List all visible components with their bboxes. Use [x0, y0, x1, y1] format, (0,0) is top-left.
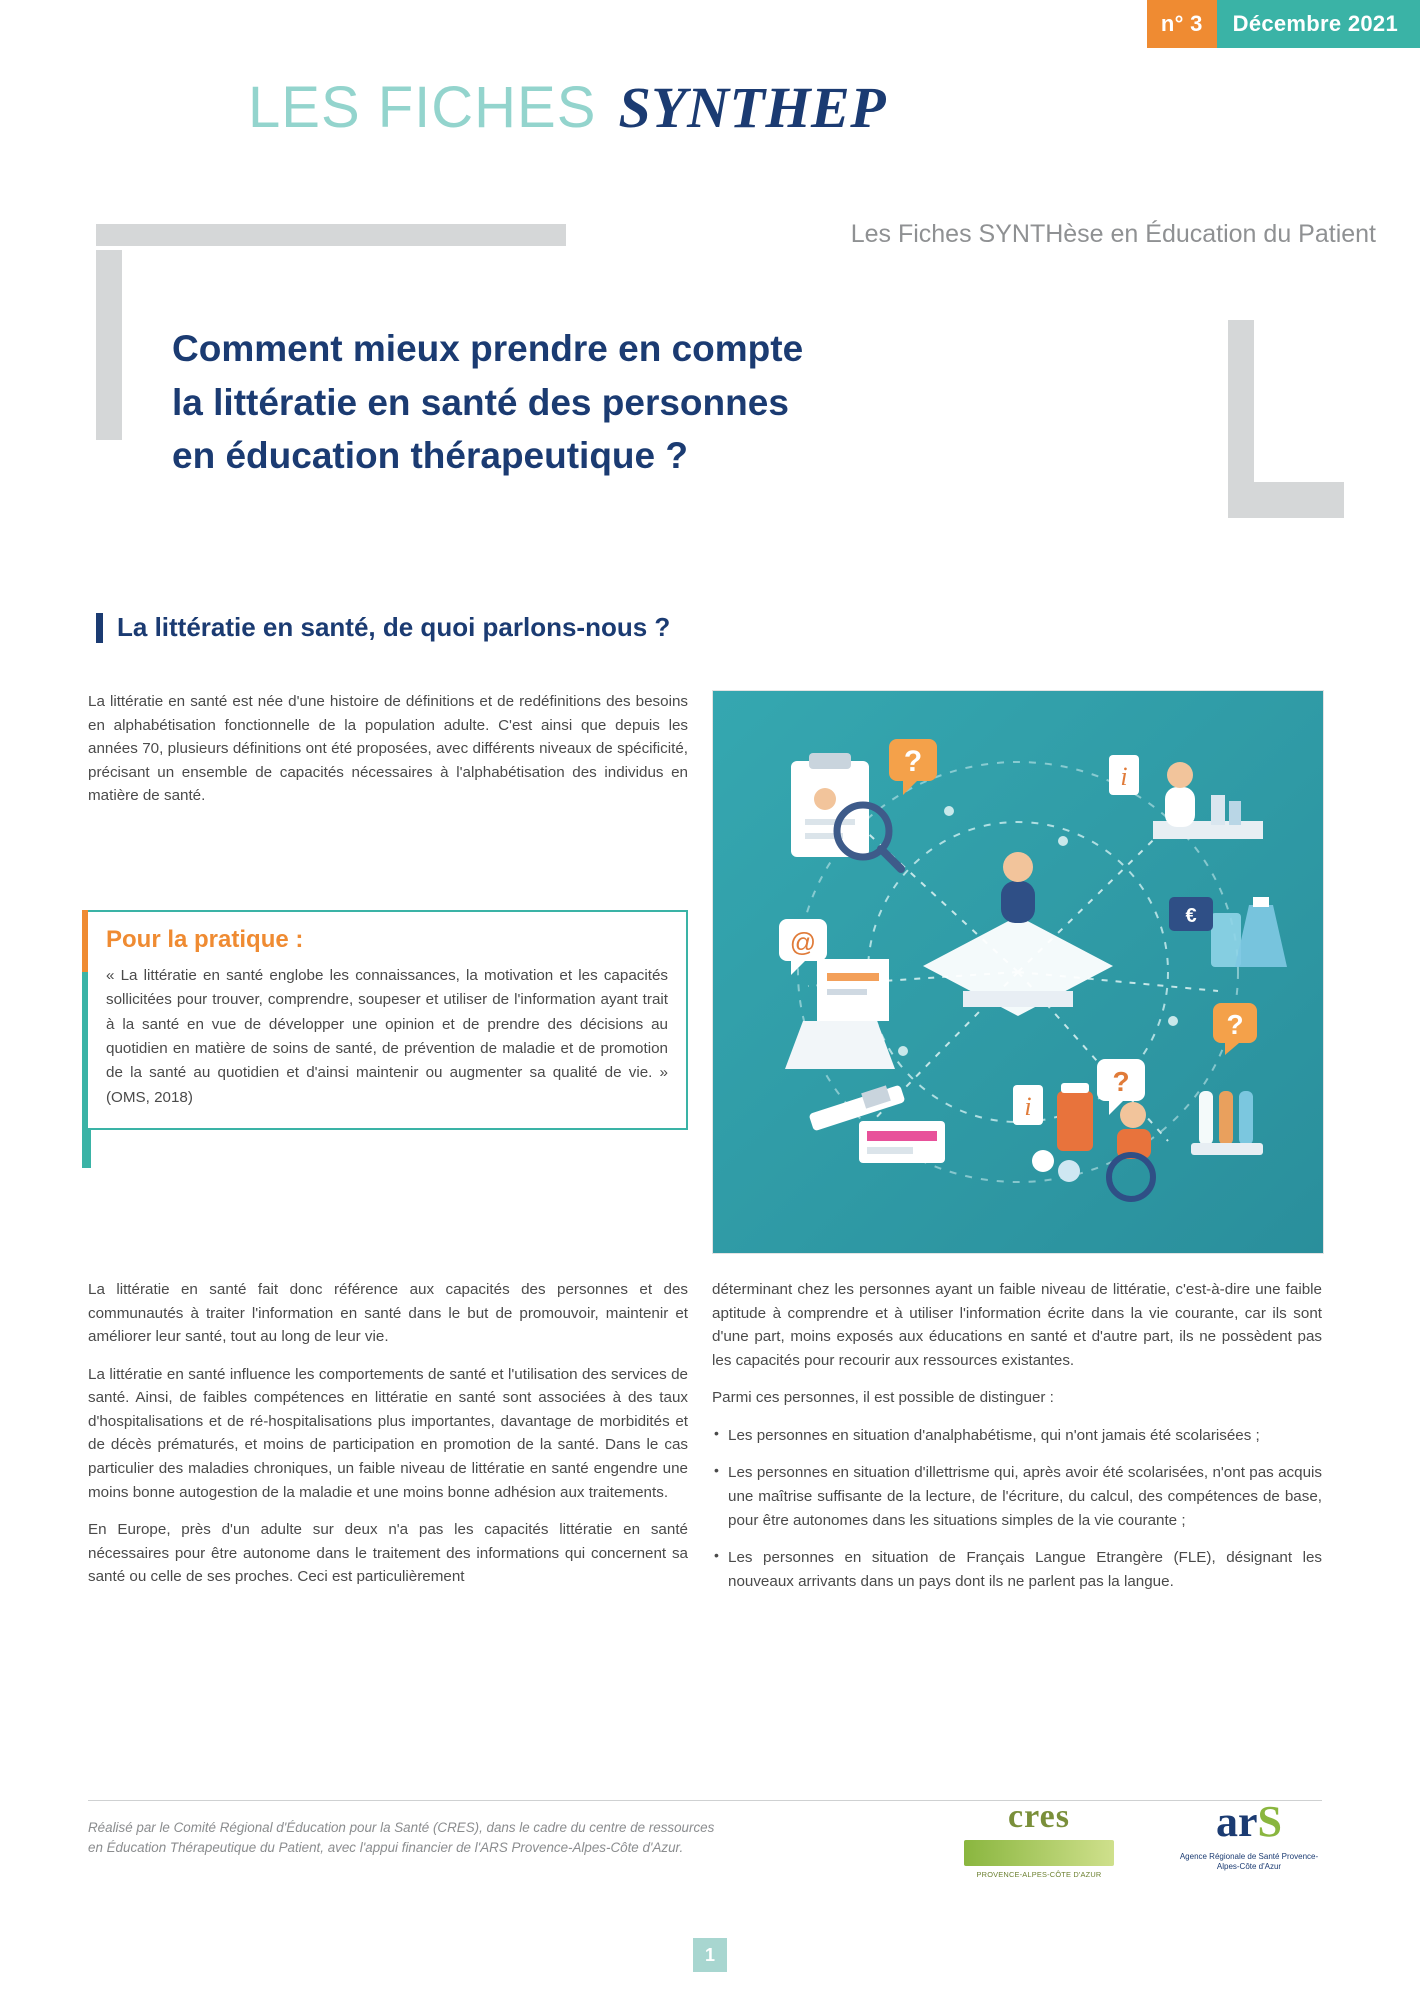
svg-text:?: ?: [1226, 1009, 1244, 1040]
page-title-line-1: Comment mieux prendre en compte: [172, 328, 804, 369]
subtitle-text: Les Fiches SYNTHèse en Éducation du Patient: [850, 220, 1376, 248]
section-heading-tick: [96, 613, 103, 643]
body-right-paragraph-1: déterminant chez les personnes ayant un faible niveau de littératie, c'est-à-dire une faible aptitude à comprendre et à utiliser l'information écrite dans la vie courante, car ils sont d'une part, moins exposés aux éducations en santé et d'autre part, ils ne possèdent pas les capacités pour recourir aux ressources existantes.: [712, 1281, 1322, 1369]
masthead: [248, 74, 886, 141]
subtitle-bar: [96, 220, 1376, 250]
list-item: • Les personnes en situation de Français Langue Etrangère (FLE), désignant les nouveaux arrivants dans un pays dont ils ne parlent pas la langue.: [712, 1546, 1322, 1593]
body-right-paragraph-2: Parmi ces personnes, il est possible de distinguer :: [712, 1389, 1054, 1407]
body-left-paragraph-3: En Europe, près d'un adulte sur deux n'a pas les capacités littératie en santé nécessaires pour être autonome dans le traitement des informations qui concernent sa santé ou celle de ses proches. Ceci est particulièrement: [88, 1521, 688, 1586]
practice-box-title: Pour la pratique :: [106, 926, 304, 953]
svg-text:€: €: [1185, 905, 1197, 927]
intro-paragraph: La littératie en santé est née d'une histoire de définitions et de redéfinitions des besoins en alphabétisation fonctionnelle de la population adulte. C'est ainsi que depuis les années 70, plusieurs définitions ont été proposées, avec différents niveaux de spécificité, précisant un ensemble de capacités nécessaires à l'alphabétisation des individus en matière de santé.: [88, 693, 688, 805]
masthead-light-text: LES FICHES: [248, 75, 597, 140]
illustration-money-document: [1169, 897, 1213, 931]
logo-cres: [964, 1800, 1114, 1879]
page-title-line-2: la littératie en santé des personnes: [172, 381, 789, 423]
illustration-test-tubes: [1191, 1091, 1263, 1155]
list-item: • Les personnes en situation d'analphabétisme, qui n'ont jamais été scolarisées ;: [712, 1424, 1322, 1448]
masthead-brand-text: SYNTHEP: [618, 75, 887, 140]
svg-text:?: ?: [1112, 1066, 1130, 1097]
page-number: 1: [693, 1938, 727, 1972]
svg-text:i: i: [1120, 762, 1128, 791]
svg-text:@: @: [789, 927, 817, 957]
intro-column: [88, 690, 688, 822]
illustration-figure: [712, 690, 1324, 1254]
logo-cres-wordmark: cres: [1008, 1798, 1070, 1835]
section-heading-text: La littératie en santé, de quoi parlons-nous ?: [117, 612, 671, 642]
logo-cres-caption: PROVENCE-ALPES-CÔTE D'AZUR: [976, 1870, 1102, 1879]
illustration-graphic: [713, 691, 1323, 1253]
body-left-paragraph-1: La littératie en santé fait donc référence aux capacités des personnes et des communautés à traiter l'information en santé dans le but de promouvoir, maintenir et améliorer leur santé, tout au long de leur vie.: [88, 1281, 688, 1346]
distinction-list: [712, 1424, 1322, 1593]
header-ribbon: [1147, 0, 1420, 48]
footer-credit: [88, 1818, 958, 1858]
issue-date: Décembre 2021: [1217, 0, 1420, 48]
decorative-bracket-right-horizontal: [1228, 482, 1344, 518]
svg-text:i: i: [1024, 1092, 1032, 1121]
footer-credit-line-1: Réalisé par le Comité Régional d'Éducation pour la Santé (CRES), dans le cadre du centre de ressources: [88, 1820, 715, 1835]
logo-cres-bar: [964, 1840, 1114, 1866]
illustration-info-tag-2: [1013, 1085, 1043, 1125]
page-title-line-3: en éducation thérapeutique ?: [172, 435, 688, 477]
footer-logos: [964, 1797, 1324, 1879]
body-left-paragraph-2: La littératie en santé influence les comportements de santé et l'utilisation des services de santé. Ainsi, de faibles compétences en littératie en santé sont associées à des taux d'hospitalisations et de ré-hospitalisations plus importantes, davantage de morbidités et de décès prématurés, et moins de participation en promotion de la santé. Dans le cas particulier des maladies chroniques, un faible niveau de littératie en santé engendre une moins bonne autogestion de la maladie et une moins bonne adhésion aux traitements.: [88, 1365, 688, 1501]
body-column-right: [712, 1278, 1322, 1607]
logo-ars: [1174, 1797, 1324, 1873]
logo-ars-wordmark: arS: [1215, 1797, 1282, 1846]
list-item: • Les personnes en situation d'illettrisme qui, après avoir été scolarisées, n'ont pas acquis une maîtrise suffisante de la lecture, de l'écriture, du calcul, des compétences de base, pour être autonomes dans les situations simples de la vie courante ;: [712, 1461, 1322, 1532]
issue-number: n° 3: [1147, 0, 1217, 48]
footer-credit-line-2: en Éducation Thérapeutique du Patient, avec l'appui financier de l'ARS Provence-Alpes-Côte d'Azur.: [88, 1840, 684, 1856]
logo-ars-caption: Agence Régionale de Santé Provence-Alpes-Côte d'Azur: [1179, 1852, 1319, 1872]
page-title: [172, 322, 1072, 483]
section-heading: [96, 612, 670, 643]
decorative-bracket-left: [96, 250, 122, 440]
illustration-info-tag-1: [1109, 755, 1139, 795]
subtitle-grey-block: [96, 224, 566, 246]
practice-box-quote: « La littératie en santé englobe les connaissances, la motivation et les capacités sollicitées pour trouver, comprendre, soupeser et utiliser de l'information ayant trait à la santé en vue de développer une opinion et de prendre des décisions au quotidien en matière de soins de santé, de prévention de maladie et de promotion de la santé au quotidien et d'ainsi maintenir ou augmenter sa qualité de vie. » (OMS, 2018): [106, 967, 668, 1106]
body-column-left: [88, 1278, 688, 1603]
svg-text:?: ?: [903, 745, 923, 778]
illustration-pink-card: [859, 1121, 945, 1163]
practice-box: [88, 910, 688, 1130]
decorative-bracket-right-vertical: [1228, 320, 1254, 482]
